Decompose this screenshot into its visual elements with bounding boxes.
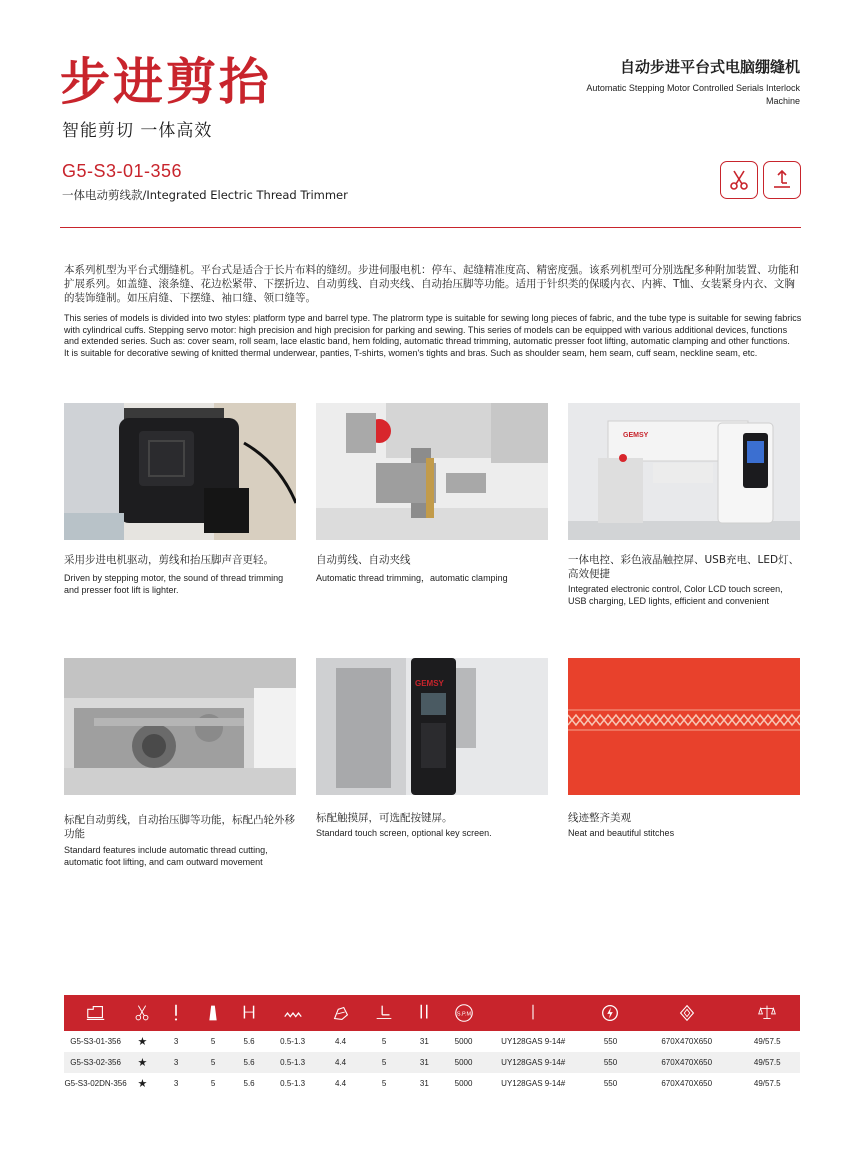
spec-header-cell [319, 995, 363, 1031]
feature-image-cam [64, 658, 296, 795]
machine-brand-label: GEMSY [623, 432, 649, 439]
speed-label: S.P.M [456, 1011, 471, 1018]
needle-type-icon [522, 1002, 544, 1024]
spec-header-cell [484, 995, 582, 1031]
feature-5-cn: 标配触摸屏，可选配按键屏。 [316, 812, 453, 824]
spec-table [64, 995, 800, 1094]
hero-title: 步进剪抬 [60, 53, 272, 111]
presser-foot-lift-icon [770, 168, 794, 192]
trimmer-icon [131, 1002, 153, 1024]
spec-header-cell [127, 995, 157, 1031]
product-name-cn: 自动步进平台式电脑绷缝机 [619, 58, 800, 76]
spec-cell: 550 [603, 1037, 618, 1046]
spec-header-cell [639, 995, 735, 1031]
feature-6-en: Neat and beautiful stitches [568, 828, 675, 838]
thread-cone-icon [202, 1002, 224, 1024]
spec-cell: 49/57.5 [753, 1079, 781, 1088]
intro-en-paragraph-2: It is suitable for decorative sewing of knitted thermal underwear, panties, T-shirts, women's tights and bras. Such as shoulder seam, hem seam, cuff seam, neckline seam, etc. [64, 347, 758, 358]
scissors-badge [720, 161, 758, 199]
spec-cell: 5 [210, 1037, 216, 1046]
spec-model-cell: G5-S3-02-356 [70, 1058, 121, 1067]
spec-cell: 550 [603, 1079, 618, 1088]
dimensions-icon [676, 1002, 698, 1024]
speed-icon [453, 1002, 475, 1024]
spec-cell: 31 [419, 1037, 429, 1046]
header-divider [60, 227, 801, 228]
stitch-length-icon [282, 1002, 304, 1024]
spec-cell: 5.6 [243, 1037, 255, 1046]
feature-3-en: Integrated electronic control, Color LCD touch screen, USB charging, LED lights, efficient and convenient [568, 584, 783, 606]
spec-cell: ★ [137, 1036, 148, 1048]
spec-cell: 4.4 [334, 1079, 347, 1088]
intro-cn: 本系列机型为平台式绷缝机。平台式是适合于长片布料的缝纫。步进伺服电机：停车、起缝精准度高、精密度强。该系列机型可分别选配多种附加装置、功能和扩展系列。如盖缝、滚条缝、花边松紧带、下摆折边、自动剪线、自动夹线、自动抬压脚等功能。适用于针织类的保暖内衣、内裤、T恤、女装紧身内衣、文胸的装饰缝制。如压肩缝、下摆缝、袖口缝、领口缝等。 [64, 264, 799, 304]
spec-cell: 550 [603, 1058, 618, 1067]
spec-cell: 5 [381, 1079, 387, 1088]
spec-cell: UY128GAS 9-14# [501, 1058, 566, 1067]
spec-cell: 0.5-1.3 [280, 1037, 306, 1046]
table-row [64, 1052, 800, 1073]
spec-header-cell [443, 995, 484, 1031]
spec-cell: 5 [210, 1058, 216, 1067]
spec-cell: 49/57.5 [753, 1037, 781, 1046]
needle-icon [165, 1002, 187, 1024]
feature-image-panel [316, 658, 548, 795]
spec-cell: 0.5-1.3 [280, 1079, 306, 1088]
spec-cell: 5 [381, 1037, 387, 1046]
spec-cell: 3 [173, 1079, 179, 1088]
feature-5-en: Standard touch screen, optional key screen. [316, 828, 492, 838]
intro-en [64, 313, 802, 359]
model-description: 一体电动剪线款/Integrated Electric Thread Trimmer [62, 188, 348, 202]
spec-header-cell [158, 995, 195, 1031]
spec-cell: ★ [137, 1057, 148, 1069]
spec-cell: 670X470X650 [661, 1037, 713, 1046]
differential-feed-icon [330, 1002, 352, 1024]
feature-image-trimming [316, 403, 548, 540]
spec-cell: 5 [381, 1058, 387, 1067]
presser-foot-badge [763, 161, 801, 199]
spec-cell: ★ [137, 1078, 148, 1090]
spec-table-header [64, 995, 800, 1031]
machine-icon [85, 1002, 107, 1024]
spec-header-cell [406, 995, 443, 1031]
spec-header-cell [195, 995, 232, 1031]
spec-cell: 5.6 [243, 1058, 255, 1067]
feature-image-machine [568, 403, 800, 540]
panel-brand-label: GEMSY [415, 679, 444, 688]
feature-1-en: Driven by stepping motor, the sound of thread trimming and presser foot lift is lighter. [64, 573, 284, 595]
spec-cell: 4.4 [334, 1058, 347, 1067]
feature-4-cn: 标配自动剪线，自动抬压脚等功能，标配凸轮外移功能 [64, 814, 295, 840]
spec-cell: 670X470X650 [661, 1079, 713, 1088]
table-row [64, 1031, 800, 1052]
spec-model-cell: G5-S3-02DN-356 [64, 1079, 127, 1088]
feature-image-stitches [568, 658, 800, 795]
spec-cell: 5 [210, 1079, 216, 1088]
intro-en-paragraph-1: This series of models is divided into two styles: platform type and barrel type. The platrorm type is suitable for sewing long pieces of fabric, and the tube type is suitable for sewing fabrics with cylindrical cuffs. Stepping servo motor: high precision and high precision for parking and sewing. This series of models can be equipped with various additional devices, functions and extended series. Such as: cover seam, roll seam, lace elastic band, hem folding, automatic thread trimming, automatic presser foot lifting, automatic clamping and other functions. [64, 313, 802, 346]
spec-header-cell [735, 995, 800, 1031]
spec-cell: 49/57.5 [753, 1058, 781, 1067]
spec-cell: UY128GAS 9-14# [501, 1037, 566, 1046]
spec-cell: 3 [173, 1037, 179, 1046]
spec-model-cell: G5-S3-01-356 [70, 1037, 121, 1046]
spec-cell: UY128GAS 9-14# [501, 1079, 566, 1088]
needles-icon [413, 1002, 435, 1024]
table-row [64, 1073, 800, 1094]
feature-3-cn: 一体电控、彩色液晶触控屏、USB充电、LED灯、高效便捷 [568, 554, 800, 580]
spec-cell: 0.5-1.3 [280, 1058, 306, 1067]
spec-header-cell [582, 995, 639, 1031]
spec-header-cell [266, 995, 318, 1031]
spec-cell: 31 [419, 1058, 429, 1067]
model-code: G5-S3-01-356 [62, 161, 183, 181]
product-name-en: Automatic Stepping Motor Controlled Serials Interlock Machine [586, 83, 800, 106]
spec-cell: 670X470X650 [661, 1058, 713, 1067]
spec-cell: 5000 [454, 1058, 473, 1067]
spec-cell: 5000 [454, 1037, 473, 1046]
spec-header-cell [362, 995, 406, 1031]
weight-icon [756, 1002, 778, 1024]
spec-cell: 5.6 [243, 1079, 255, 1088]
feature-2-en: Automatic thread trimming，automatic clamping [316, 573, 508, 583]
spec-cell: 31 [419, 1079, 429, 1088]
spec-cell: 3 [173, 1058, 179, 1067]
power-icon [599, 1002, 621, 1024]
spec-cell: 4.4 [334, 1037, 347, 1046]
spec-header-cell [64, 995, 127, 1031]
spec-cell: 5000 [454, 1079, 473, 1088]
scissors-icon [727, 168, 751, 192]
feature-2-cn: 自动剪线、自动夹线 [316, 554, 411, 566]
feature-1-cn: 采用步进电机驱动，剪线和抬压脚声音更轻。 [64, 554, 274, 566]
presser-lift-icon [373, 1002, 395, 1024]
feature-6-cn: 线迹整齐美观 [568, 812, 631, 824]
hero-subtitle: 智能剪切 一体高效 [62, 121, 213, 141]
needle-gauge-icon [238, 1002, 260, 1024]
feature-4-en: Standard features include automatic thread cutting, automatic foot lifting, and cam outward movement [64, 845, 268, 867]
spec-table-body [64, 1031, 800, 1094]
feature-image-motor [64, 403, 296, 540]
spec-header-cell [232, 995, 267, 1031]
